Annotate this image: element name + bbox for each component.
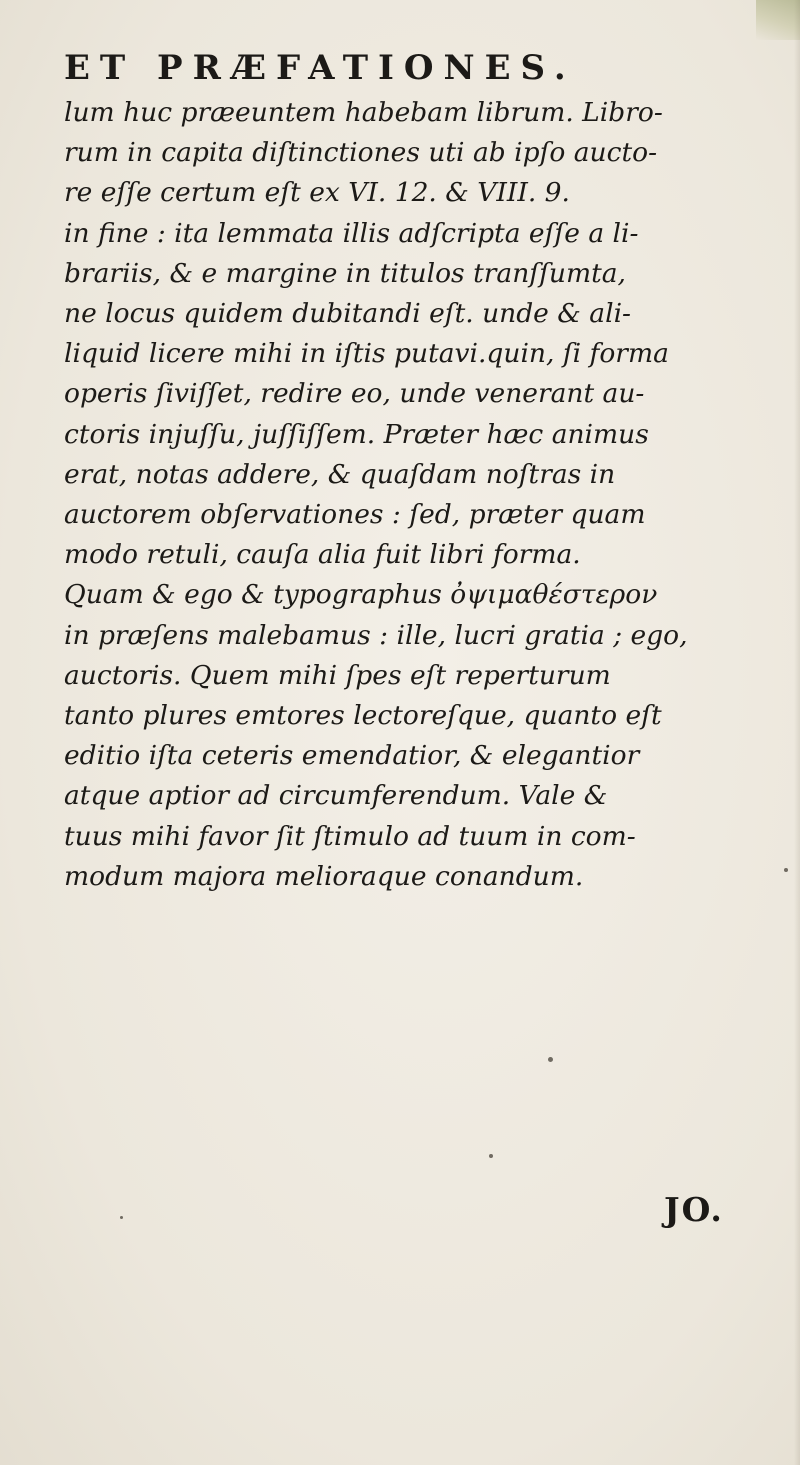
ink-speck xyxy=(784,868,788,872)
text-line: auctoris. Quem mihi ſpes eſt reperturum xyxy=(64,659,611,691)
text-line: atque aptior ad circumferendum. Vale & xyxy=(64,780,608,812)
body-paragraph xyxy=(64,93,769,897)
catchword: JO. xyxy=(664,1190,724,1229)
ink-speck xyxy=(120,1216,123,1219)
text-line: modum majora melioraque conandum. xyxy=(64,860,584,892)
text-line: tanto plures emtores lectoreſque, quanto eſt xyxy=(64,700,662,732)
text-line: in fine : ita lemmata illis adſcripta eſſe a li- xyxy=(64,217,639,249)
text-line: ctoris injuſſu, juſſiſſem. Præter hæc animus xyxy=(64,418,649,450)
running-title: ET PRÆFATIONES. xyxy=(64,48,576,88)
text-line: lum huc præeuntem habebam librum. Libro- xyxy=(64,97,663,128)
text-line: auctorem obſervationes : ſed, præter quam xyxy=(64,499,646,531)
text-line: brariis, & e margine in titulos tranſſumta, xyxy=(64,257,626,289)
text-line: Quam & ego & typographus ὀψιμαθέστερον xyxy=(64,579,658,611)
text-line: tuus mihi favor ſit ſtimulo ad tuum in com- xyxy=(64,820,636,852)
text-line: erat, notas addere, & quaſdam noſtras in xyxy=(64,458,616,490)
text-line: editio iſta ceteris emendatior, & elegantior xyxy=(64,740,640,772)
ink-speck xyxy=(548,1057,553,1062)
text-line: rum in capita diſtinctiones uti ab ipſo aucto- xyxy=(64,137,658,169)
text-line: ne locus quidem dubitandi eſt. unde & ali- xyxy=(64,298,631,330)
text-line: operis ſiviſſet, redire eo, unde venerant au- xyxy=(64,378,645,410)
text-line: re eſſe certum eſt ex VI. 12. & VIII. 9. xyxy=(64,177,570,209)
text-line: liquid licere mihi in iſtis putavi.quin, ſi forma xyxy=(64,338,669,370)
text-line: in præſens malebamus : ille, lucri gratia ; ego, xyxy=(64,619,688,651)
text-line: modo retuli, cauſa alia fuit libri forma. xyxy=(64,539,581,571)
page-edge-shadow xyxy=(794,0,800,1465)
ink-speck xyxy=(489,1154,493,1158)
